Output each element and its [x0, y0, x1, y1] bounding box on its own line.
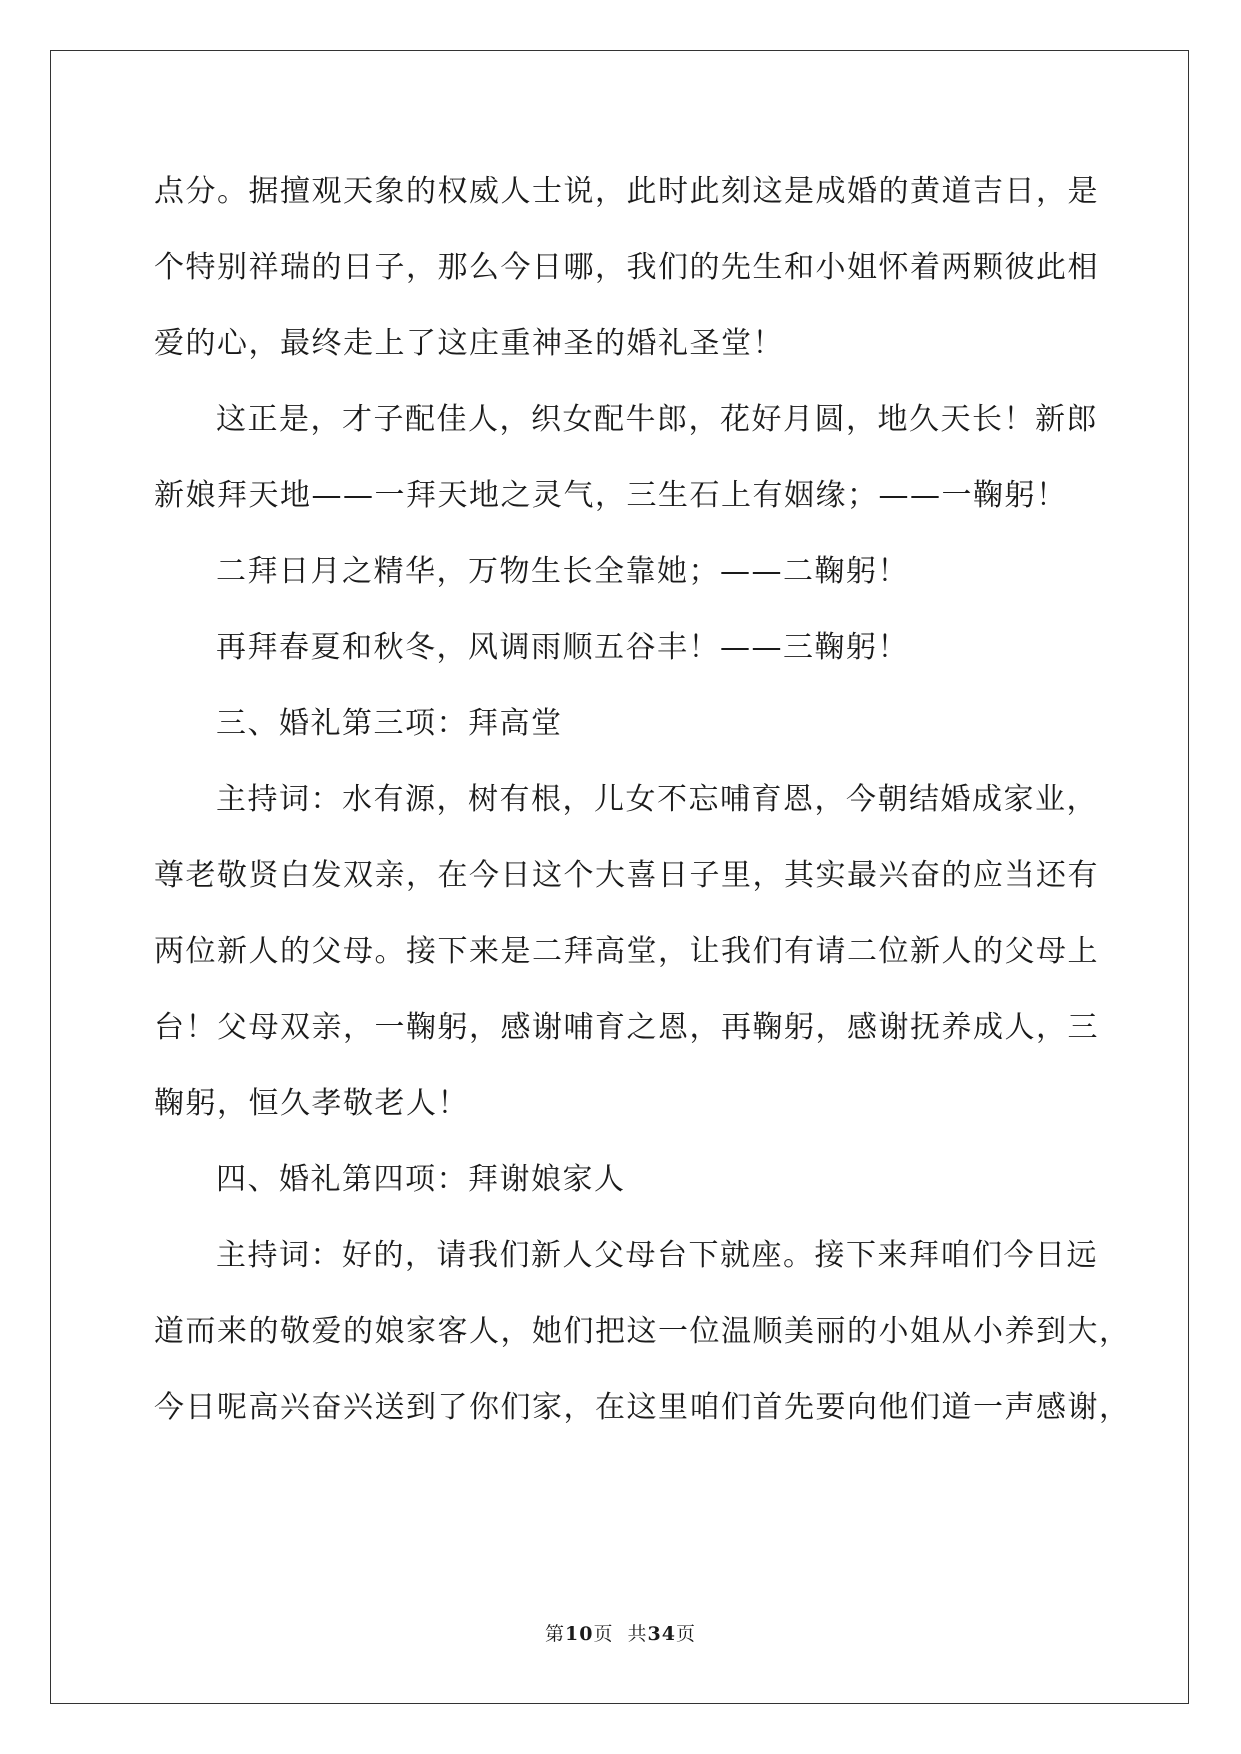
- page-suffix: 页: [593, 1623, 614, 1645]
- text-line-13: 鞠躬，恒久孝敬老人！: [154, 1086, 469, 1121]
- text-line-11: 两位新人的父母。接下来是二拜高堂，让我们有请二位新人的父母上: [154, 934, 1099, 969]
- total-pages: 34: [647, 1623, 676, 1645]
- text-line-4: 这正是，才子配佳人，织女配牛郎，花好月圆，地久天长！新郎: [216, 402, 1098, 437]
- text-line-7: 再拜春夏和秋冬，风调雨顺五谷丰！——三鞠躬！: [216, 630, 909, 665]
- text-line-5: 新娘拜天地——一拜天地之灵气，三生石上有姻缘；——一鞠躬！: [154, 478, 1068, 513]
- total-suffix: 页: [675, 1623, 696, 1645]
- text-line-15: 主持词：好的，请我们新人父母台下就座。接下来拜咱们今日远: [216, 1238, 1098, 1273]
- total-prefix: 共: [627, 1623, 648, 1645]
- text-line-17: 今日呢高兴奋兴送到了你们家，在这里咱们首先要向他们道一声感谢，: [154, 1390, 1131, 1425]
- text-line-10: 尊老敬贤白发双亲，在今日这个大喜日子里，其实最兴奋的应当还有: [154, 858, 1099, 893]
- text-line-6: 二拜日月之精华，万物生长全靠她；——二鞠躬！: [216, 554, 909, 589]
- text-line-3: 爱的心，最终走上了这庄重神圣的婚礼圣堂！: [154, 326, 784, 361]
- text-line-16: 道而来的敬爱的娘家客人，她们把这一位温顺美丽的小姐从小养到大，: [154, 1314, 1131, 1349]
- page-footer: [0, 1622, 1241, 1646]
- text-line-1: 点分。据擅观天象的权威人士说，此时此刻这是成婚的黄道吉日，是: [154, 174, 1099, 209]
- page-number: 10: [565, 1623, 594, 1645]
- text-line-2: 个特别祥瑞的日子，那么今日哪，我们的先生和小姐怀着两颗彼此相: [154, 250, 1099, 285]
- text-line-9: 主持词：水有源，树有根，儿女不忘哺育恩，今朝结婚成家业，: [216, 782, 1098, 817]
- page-prefix: 第: [545, 1623, 566, 1645]
- section-heading-4: 四、婚礼第四项：拜谢娘家人: [216, 1162, 626, 1197]
- section-heading-3: 三、婚礼第三项：拜高堂: [216, 706, 563, 741]
- text-line-12: 台！父母双亲，一鞠躬，感谢哺育之恩，再鞠躬，感谢抚养成人，三: [154, 1010, 1099, 1045]
